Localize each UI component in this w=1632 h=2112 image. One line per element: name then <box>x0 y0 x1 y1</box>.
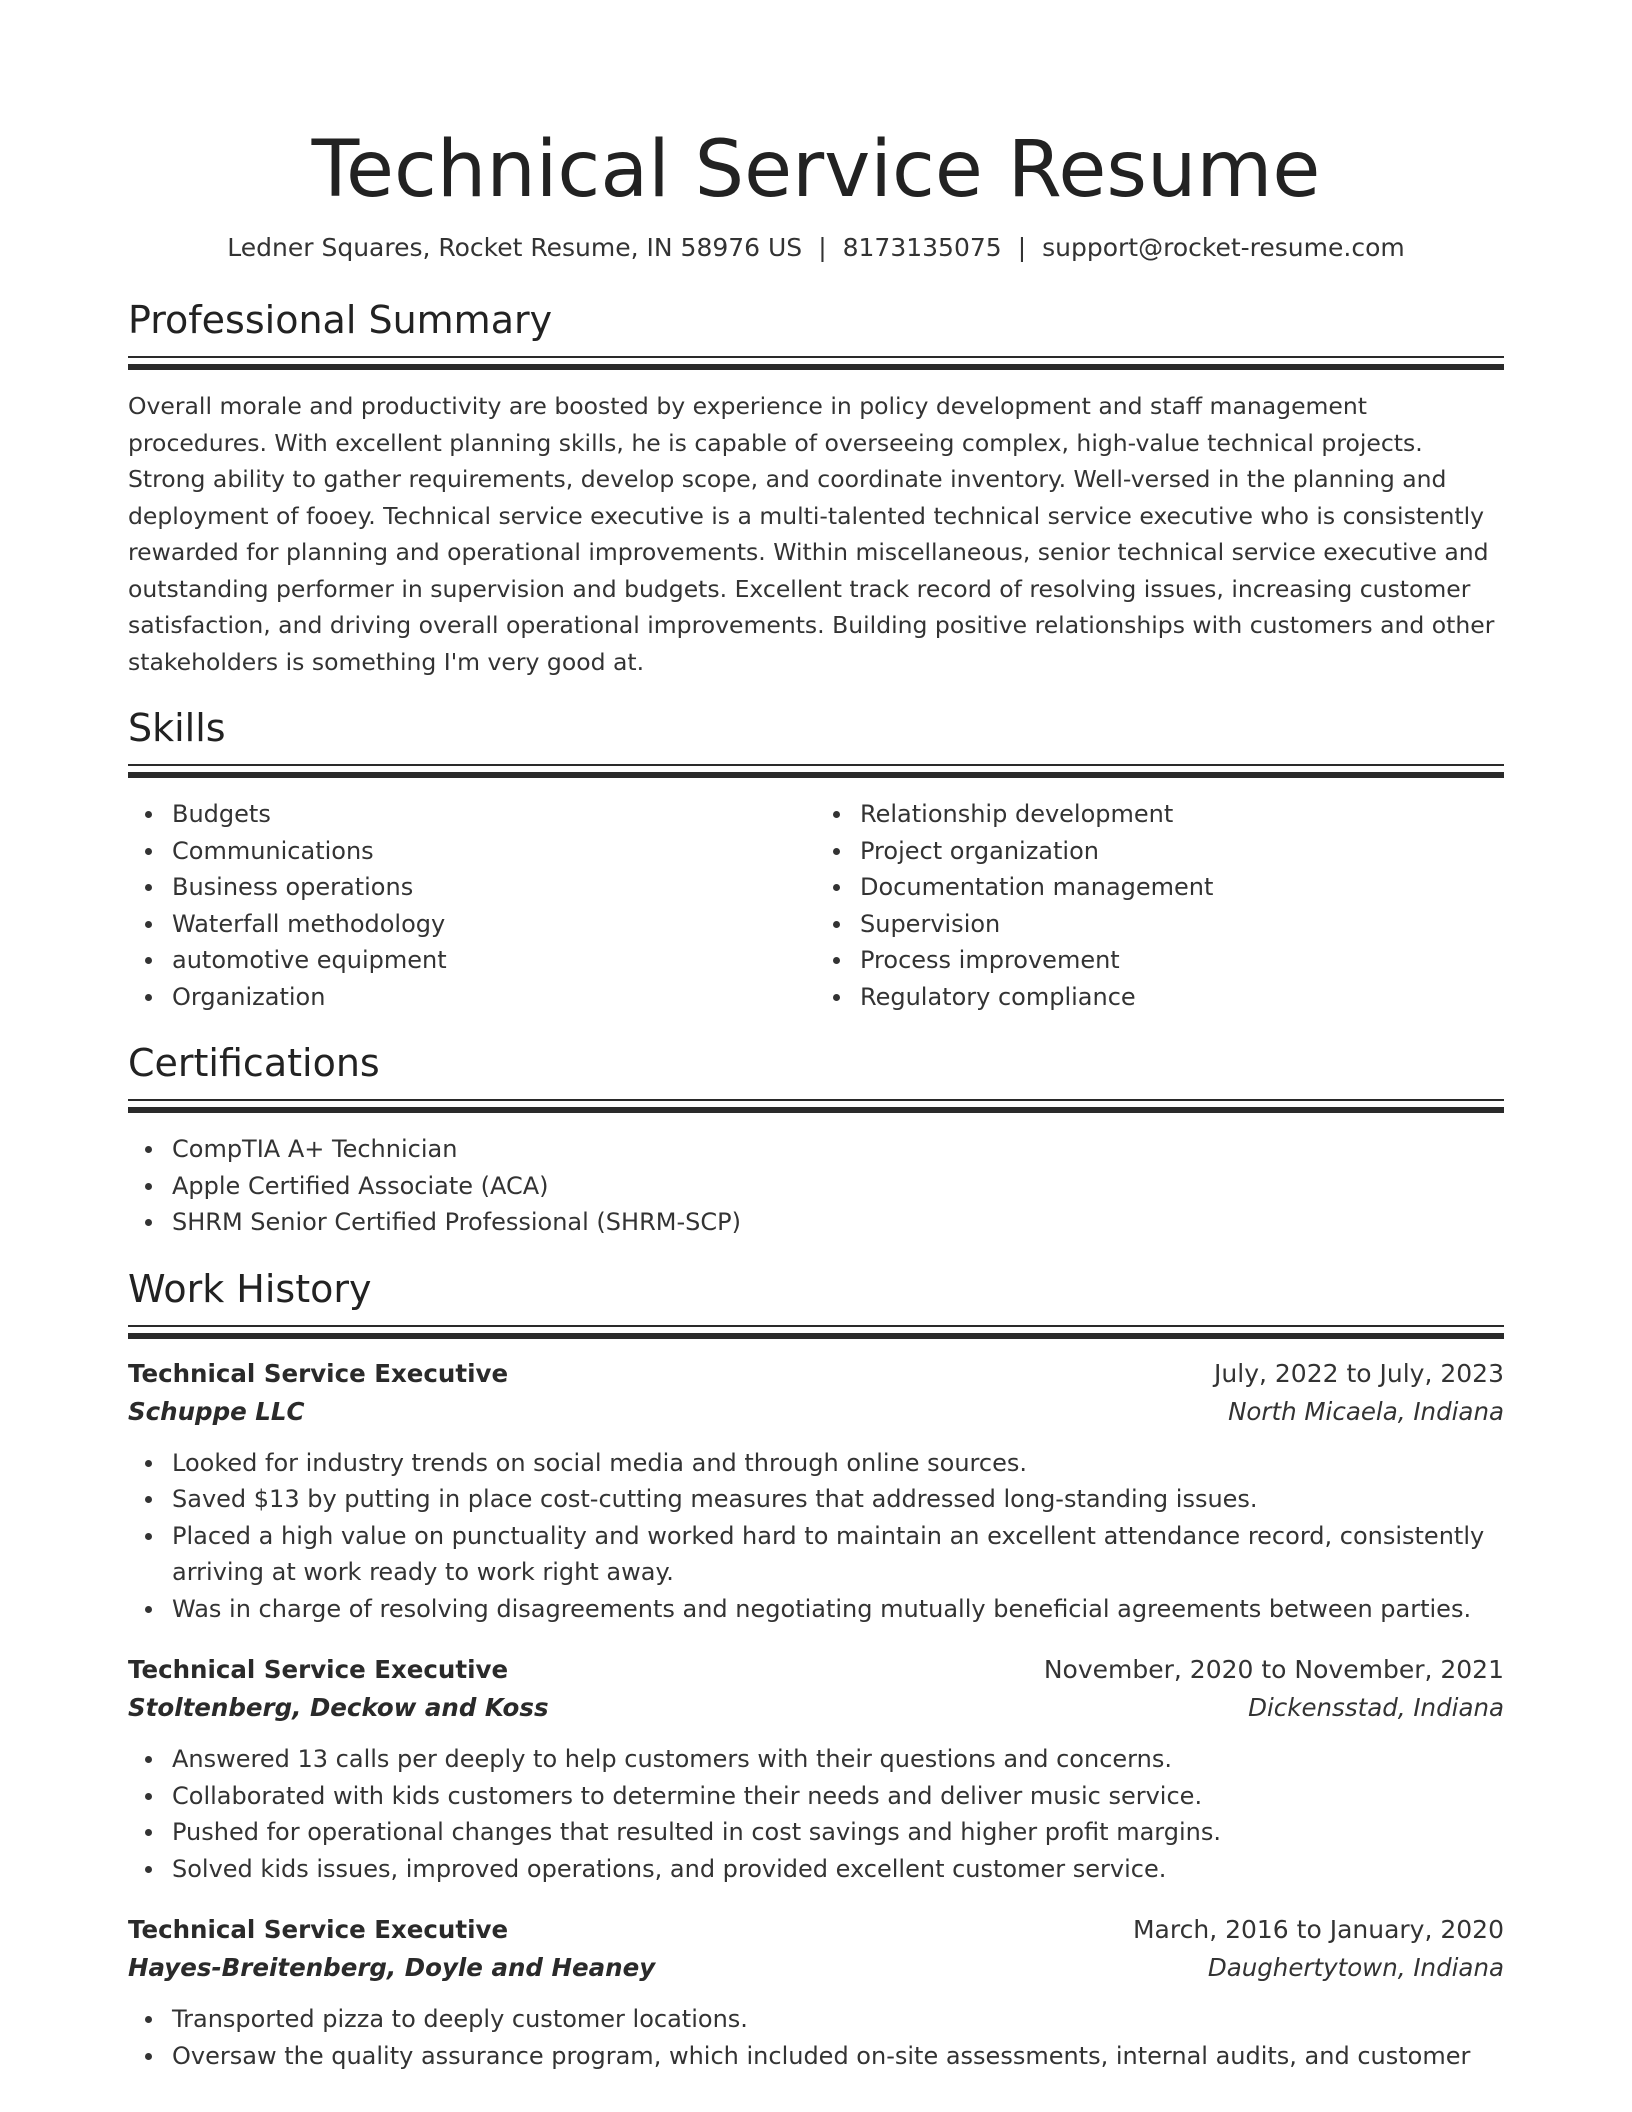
job-location: North Micaela, Indiana <box>1228 1396 1504 1426</box>
job-title: Technical Service Executive <box>128 1915 509 1944</box>
skill-item: Business operations <box>172 869 816 906</box>
contact-line <box>128 230 1504 266</box>
job-bullet: Collaborated with kids customers to determine their needs and deliver music service. <box>172 1778 1504 1815</box>
skill-item: Documentation management <box>860 869 1504 906</box>
section-divider <box>128 1325 1504 1339</box>
job-title: Technical Service Executive <box>128 1358 509 1388</box>
contact-separator: | <box>818 233 827 262</box>
skill-item: Relationship development <box>860 796 1504 833</box>
job-entry <box>128 1911 1504 2074</box>
certifications-list <box>128 1131 1504 1241</box>
contact-phone: 8173135075 <box>842 233 1002 262</box>
job-location: Daughertytown, Indiana <box>1207 1953 1504 1982</box>
certification-item: CompTIA A+ Technician <box>172 1131 1504 1168</box>
job-company: Stoltenberg, Deckow and Koss <box>128 1693 549 1722</box>
certification-item: Apple Certified Associate (ACA) <box>172 1168 1504 1205</box>
skill-item: Communications <box>172 833 816 870</box>
resume-title: Technical Service Resume <box>311 125 1321 215</box>
contact-separator: | <box>1017 233 1027 262</box>
skill-item: automotive equipment <box>172 942 816 979</box>
job-bullet: Placed a high value on punctuality and worked hard to maintain an excellent attendance record, consistently arriving at work ready to work right away. <box>172 1518 1504 1591</box>
skills-list-right <box>816 796 1504 1015</box>
section-divider <box>128 1099 1504 1113</box>
skills-grid <box>128 796 1504 1015</box>
job-bullet: Looked for industry trends on social media and through online sources. <box>172 1445 1504 1482</box>
skill-item: Process improvement <box>860 942 1504 979</box>
certification-item: SHRM Senior Certified Professional (SHRM-SCP) <box>172 1204 1504 1241</box>
skill-item: Budgets <box>172 796 816 833</box>
summary-heading: Professional Summary <box>128 298 553 342</box>
job-company-row <box>128 1393 1504 1431</box>
skill-item: Project organization <box>860 833 1504 870</box>
skills-heading: Skills <box>128 706 226 750</box>
job-bullets <box>128 2001 1504 2074</box>
job-bullet: Solved kids issues, improved operations, and provided excellent customer service. <box>172 1851 1504 1888</box>
job-entry <box>128 1355 1504 1628</box>
work-section <box>128 1265 1504 2075</box>
job-company-row <box>128 1689 1504 1727</box>
job-title: Technical Service Executive <box>128 1655 509 1684</box>
work-heading: Work History <box>128 1266 372 1311</box>
job-header-row <box>128 1355 1504 1393</box>
job-bullet: Saved $13 by putting in place cost-cutting measures that addressed long-standing issues. <box>172 1481 1504 1518</box>
job-entry <box>128 1651 1504 1887</box>
job-bullet: Oversaw the quality assurance program, which included on-site assessments, internal audits, and customer <box>172 2038 1504 2075</box>
job-dates: November, 2020 to November, 2021 <box>1043 1655 1504 1684</box>
skill-item: Regulatory compliance <box>860 979 1504 1016</box>
job-company: Schuppe LLC <box>128 1396 305 1426</box>
job-bullet: Was in charge of resolving disagreements and negotiating mutually beneficial agreements between parties. <box>172 1591 1504 1628</box>
skills-list-left <box>128 796 816 1015</box>
contact-email: support@rocket-resume.com <box>1042 233 1405 262</box>
contact-address: Ledner Squares, Rocket Resume, IN 58976 US <box>227 233 803 262</box>
section-divider <box>128 356 1504 370</box>
resume-page <box>128 0 1504 2074</box>
skills-section <box>128 704 1504 1015</box>
summary-text: Overall morale and productivity are boosted by experience in policy development and staff management procedures. With excellent planning skills, he is capable of overseeing complex, high-value technical projects. Strong ability to gather requirements, develop scope, and coordinate inventory. Well-versed in the planning and deployment of fooey. Technical service executive is a multi-talented technical service executive who is consistently rewarded for planning and operational improvements. Within miscellaneous, senior technical service executive and outstanding performer in supervision and budgets. Excellent track record of resolving issues, increasing customer satisfaction, and driving overall operational improvements. Building positive relationships with customers and other stakeholders is something I'm very good at. <box>128 392 1495 676</box>
skill-item: Supervision <box>860 906 1504 943</box>
job-header-row <box>128 1651 1504 1689</box>
job-header-row <box>128 1911 1504 1949</box>
job-bullets <box>128 1445 1504 1628</box>
job-location: Dickensstad, Indiana <box>1248 1693 1504 1722</box>
certifications-section <box>128 1039 1504 1241</box>
job-company: Hayes-Breitenberg, Doyle and Heaney <box>128 1953 656 1982</box>
skill-item: Organization <box>172 979 816 1016</box>
job-bullet: Answered 13 calls per deeply to help customers with their questions and concerns. <box>172 1741 1504 1778</box>
section-divider <box>128 764 1504 778</box>
job-company-row <box>128 1949 1504 1987</box>
job-dates: March, 2016 to January, 2020 <box>1132 1915 1504 1944</box>
skill-item: Waterfall methodology <box>172 906 816 943</box>
job-bullet: Pushed for operational changes that resulted in cost savings and higher profit margins. <box>172 1814 1504 1851</box>
certifications-heading: Certifications <box>128 1041 380 1085</box>
job-bullet: Transported pizza to deeply customer locations. <box>172 2001 1504 2038</box>
job-bullets <box>128 1741 1504 1887</box>
job-dates: July, 2022 to July, 2023 <box>1214 1358 1504 1388</box>
summary-section <box>128 296 1504 680</box>
